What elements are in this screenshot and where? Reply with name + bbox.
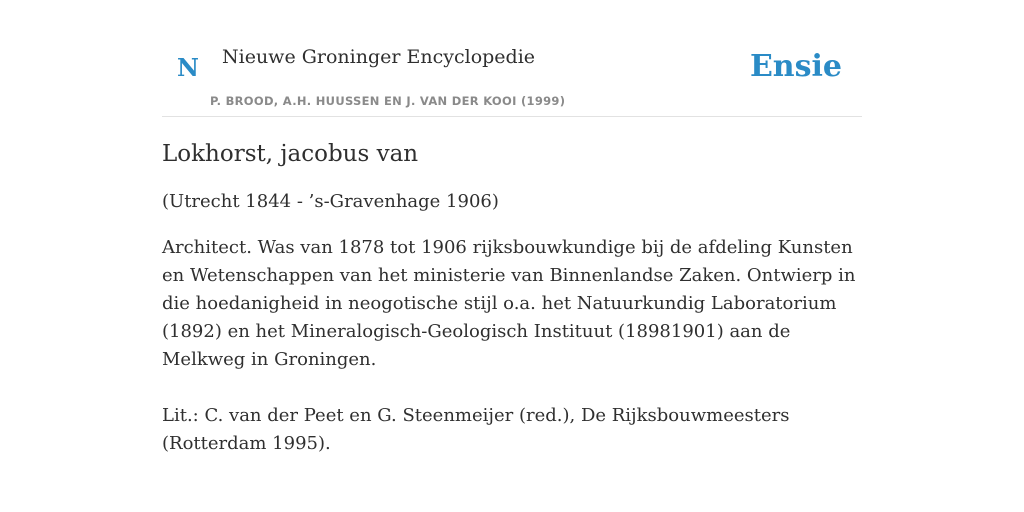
entry-content <box>162 138 862 458</box>
encyclopedia-title[interactable]: Nieuwe Groninger Encyclopedie <box>222 46 536 68</box>
page-header <box>162 0 862 117</box>
entry-body: Architect. Was van 1878 tot 1906 rijksbouwkundige bij de afdeling Kunsten en Wetenschappen van het ministerie van Binnenlandse Zaken. Ontwierp in die hoedanigheid in neogotische stijl o.a. het Natuurkundig Laboratorium (1892) en het Mineralogisch-Geologisch Instituut (18981901) aan de Melkweg in Groningen. <box>162 237 856 370</box>
entry-subtitle: (Utrecht 1844 - ’s-Gravenhage 1906) <box>162 191 499 212</box>
ensie-brand-link[interactable]: Ensie <box>749 49 842 84</box>
entry-title: Lokhorst, jacobus van <box>162 141 419 167</box>
encyclopedia-logo[interactable]: N <box>177 53 199 82</box>
encyclopedia-authors: P. BROOD, A.H. HUUSSEN EN J. VAN DER KOOI (1999) <box>210 94 566 108</box>
entry-literature: Lit.: C. van der Peet en G. Steenmeijer (red.), De Rijksbouwmeesters (Rotterdam 1995). <box>162 405 790 454</box>
